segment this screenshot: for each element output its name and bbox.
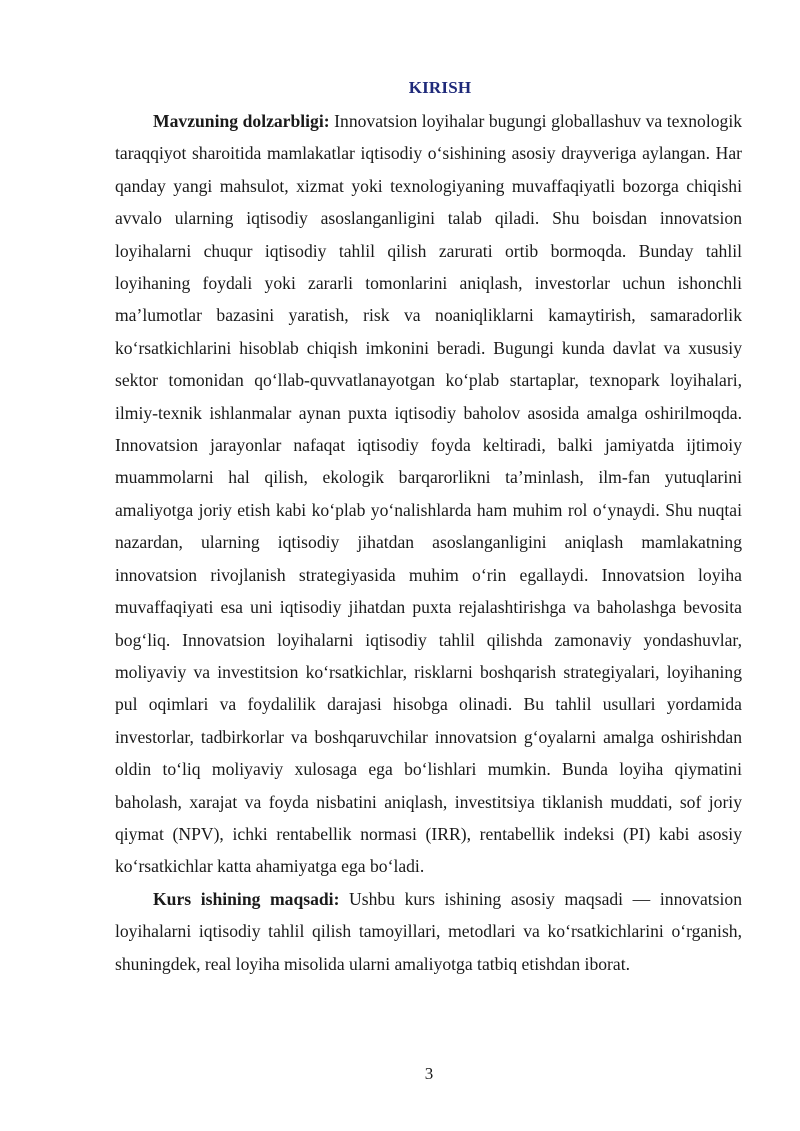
paragraph-relevance: [115, 105, 742, 883]
paragraph-text-goal: Ushbu kurs ishining asosiy maqsadi — innovatsion loyihalarni iqtisodiy tahlil qilish tamoyillari, metodlari va ko‘rsatkichlarini o‘rganish, shuningdek, real loyiha misolida ularni amaliyotga tatbiq etishdan iborat.: [115, 888, 742, 974]
page-number: 3: [424, 1064, 434, 1083]
body-text: [115, 105, 742, 980]
paragraph-lead-goal: Kurs ishining maqsadi:: [153, 888, 340, 909]
page-title: KIRISH: [408, 78, 472, 97]
paragraph-text-relevance: Innovatsion loyihalar bugungi globallashuv va texnologik taraqqiyot sharoitida mamlakatlar iqtisodiy o‘sishining asosiy drayveriga aylangan. Har qanday yangi mahsulot, xizmat yoki texnologiyaning muvaffaqiyatli bozorga chiqishi avvalo ularning iqtisodiy asoslanganligini talab qiladi. Shu boisdan innovatsion loyihalarni chuqur iqtisodiy tahlil qilish zarurati ortib bormoqda. Bunday tahlil loyihaning foydali yoki zararli tomonlarini aniqlash, investorlar uchun ishonchli ma’lumotlar bazasini yaratish, risk va noaniqliklarni kamaytirish, samaradorlik ko‘rsatkichlarini hisoblab chiqish imkonini beradi. Bugungi kunda davlat va xususiy sektor tomonidan qo‘llab-quvvatlanayotgan ko‘plab startaplar, texnopark loyihalari, ilmiy-texnik ishlanmalar aynan puxta iqtisodiy baholov asosida amalga oshirilmoqda. Innovatsion jarayonlar nafaqat iqtisodiy foyda keltiradi, balki jamiyatda ijtimoiy muammolarni hal qilish, ekologik barqarorlikni ta’minlash, ilm-fan yutuqlarini amaliyotga joriy etish kabi ko‘plab yo‘nalishlarda ham muhim rol o‘ynaydi. Shu nuqtai nazardan, ularning iqtisodiy jihatdan asoslanganligini aniqlash mamlakatning innovatsion rivojlanish strategiyasida muhim o‘rin egallaydi. Innovatsion loyiha muvaffaqiyati esa uni iqtisodiy jihatdan puxta rejalashtirishga va baholashga bevosita bog‘liq. Innovatsion loyihalarni iqtisodiy tahlil qilishda zamonaviy yondashuvlar, moliyaviy va investitsion ko‘rsatkichlar, risklarni boshqarish strategiyalari, loyihaning pul oqimlari va foydalilik darajasi hisobga olinadi. Bu tahlil usullari yordamida investorlar, tadbirkorlar va boshqaruvchilar innovatsion g‘oyalarni amalga oshirishdan oldin to‘liq moliyaviy xulosaga ega bo‘lishlari mumkin. Bunda loyiha qiymatini baholash, xarajat va foyda nisbatini aniqlash, investitsiya tiklanish muddati, sof joriy qiymat (NPV), ichki rentabellik normasi (IRR), rentabellik indeksi (PI) kabi asosiy ko‘rsatkichlar katta ahamiyatga ega bo‘ladi.: [115, 111, 743, 877]
paragraph-goal: [115, 883, 742, 980]
paragraph-lead-relevance: Mavzuning dolzarbligi:: [153, 111, 330, 131]
